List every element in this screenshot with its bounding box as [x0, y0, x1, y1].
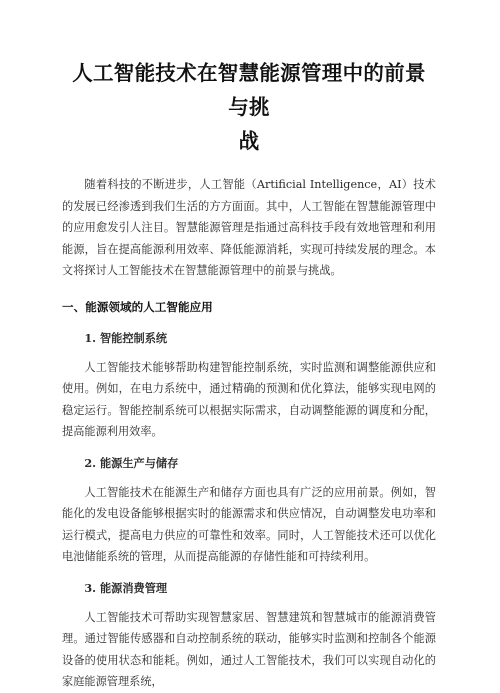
subsection-heading-1: 1. 智能控制系统: [84, 330, 168, 345]
subsection-paragraph-3: 人工智能技术可帮助实现智慧家居、智慧建筑和智慧城市的能源消费管理。通过智能传感器和自动控制系统的联动，能够实时监测和控制各个能源设备的使用状态和能耗。例如，通过人工智能技术，我们可以实现自动化的家庭能源管理系统，: [62, 610, 436, 688]
subsection-heading-2: 2. 能源生产与储存: [84, 455, 179, 470]
subsection-paragraph-1: 人工智能技术能够帮助构建智能控制系统，实时监测和调整能源供应和使用。例如，在电力系统中，通过精确的预测和优化算法，能够实现电网的稳定运行。智能控制系统可以根据实际需求，自动调整能源的调度和分配，提高能源利用效率。: [62, 360, 436, 438]
section-heading-1: 一、能源领域的人工智能应用: [62, 299, 213, 314]
title-line-1: 人工智能技术在智慧能源管理中的前景与挑: [72, 61, 426, 119]
subsection-heading-3: 3. 能源消费管理: [84, 580, 168, 595]
document-title: [62, 56, 436, 158]
title-line-2: 战: [238, 129, 260, 153]
intro-paragraph: 随着科技的不断进步，人工智能（Artificial Intelligence，AI）技术的发展已经渗透到我们生活的方方面面。其中，人工智能在智慧能源管理中的应用愈发引人注目。智慧能源管理是指通过高科技手段有效地管理和利用能源，旨在提高能源利用效率、降低能源消耗，实现可持续发展的理念。本文将探讨人工智能技术在智慧能源管理中的前景与挑战。: [62, 178, 436, 277]
subsection-paragraph-2: 人工智能技术在能源生产和储存方面也具有广泛的应用前景。例如，智能化的发电设备能够根据实时的能源需求和供应情况，自动调整发电功率和运行模式，提高电力供应的可靠性和效率。同时，人工智能技术还可以优化电池储能系统的管理，从而提高能源的存储性能和可持续利用。: [62, 485, 436, 563]
